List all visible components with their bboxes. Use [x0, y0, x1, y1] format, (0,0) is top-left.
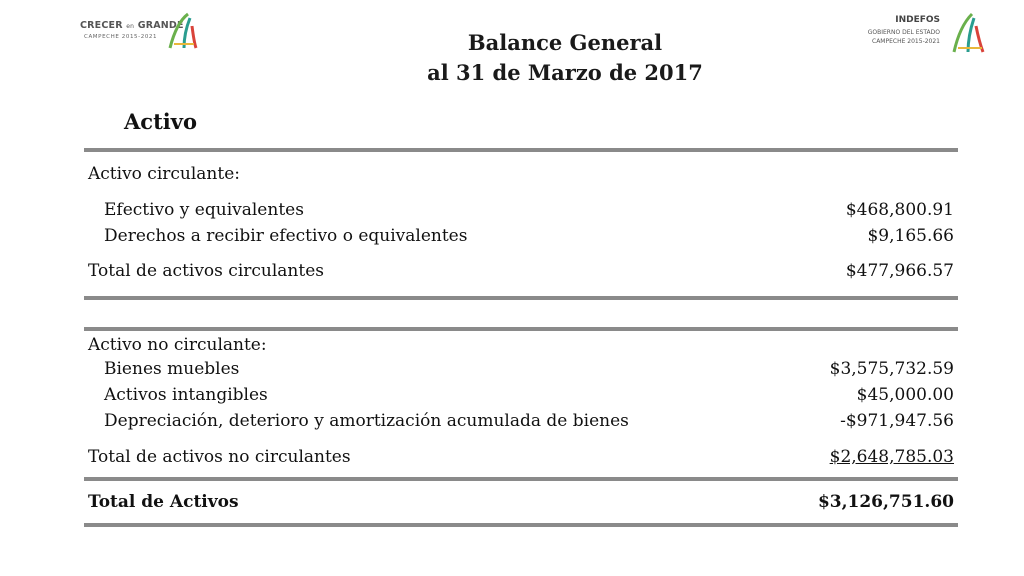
- divider-grand-total-top: [84, 477, 958, 481]
- total-label: Total de activos no circulantes: [88, 447, 351, 467]
- circulante-total-row: [88, 260, 954, 282]
- grand-total-label: Total de Activos: [88, 492, 239, 512]
- row-value: $9,165.66: [867, 226, 954, 246]
- no-circulante-total-row: [88, 446, 954, 468]
- row-label: Derechos a recibir efectivo o equivalentes: [104, 226, 468, 246]
- grand-total-row: [88, 491, 954, 513]
- no-circulante-heading-row: [88, 334, 954, 356]
- divider-no-circulante-top: [84, 327, 958, 331]
- total-value: $477,966.57: [845, 261, 954, 281]
- logo-left-word1: CRECER: [80, 20, 123, 31]
- row-value: -$971,947.56: [840, 411, 954, 431]
- grand-total-value: $3,126,751.60: [817, 492, 954, 512]
- circulante-heading: Activo circulante:: [88, 164, 241, 184]
- table-row: [88, 358, 954, 380]
- logo-right-title: INDEFOS: [895, 15, 940, 25]
- logo-left-word2: GRANDE: [137, 20, 184, 31]
- divider-top: [84, 148, 958, 152]
- total-value: $2,648,785.03: [829, 447, 954, 467]
- divider-circulante-bottom: [84, 296, 958, 300]
- page-title: Balance General: [467, 30, 663, 55]
- section-heading: Activo: [124, 109, 197, 134]
- logo-right-line3: CAMPECHE 2015-2021: [872, 38, 940, 45]
- divider-bottom: [84, 523, 958, 527]
- table-row: [88, 384, 954, 406]
- table-row: [88, 225, 954, 247]
- logo-left-mark: en: [126, 23, 135, 30]
- row-value: $45,000.00: [856, 385, 954, 405]
- no-circulante-heading: Activo no circulante:: [88, 335, 267, 355]
- total-label: Total de activos circulantes: [88, 261, 324, 281]
- row-label: Activos intangibles: [104, 385, 268, 405]
- row-label: Efectivo y equivalentes: [104, 200, 304, 220]
- row-label: Bienes muebles: [104, 359, 240, 379]
- row-value: $3,575,732.59: [829, 359, 954, 379]
- circulante-heading-row: [88, 163, 954, 185]
- page-subtitle: al 31 de Marzo de 2017: [427, 60, 703, 85]
- row-label: Depreciación, deterioro y amortización acumulada de bienes: [104, 411, 629, 431]
- logo-left-subtitle: CAMPECHE 2015-2021: [84, 34, 158, 40]
- row-value: $468,800.91: [845, 200, 954, 220]
- table-row: [88, 199, 954, 221]
- logo-right-line2: GOBIERNO DEL ESTADO: [867, 29, 940, 36]
- table-row: [88, 410, 954, 432]
